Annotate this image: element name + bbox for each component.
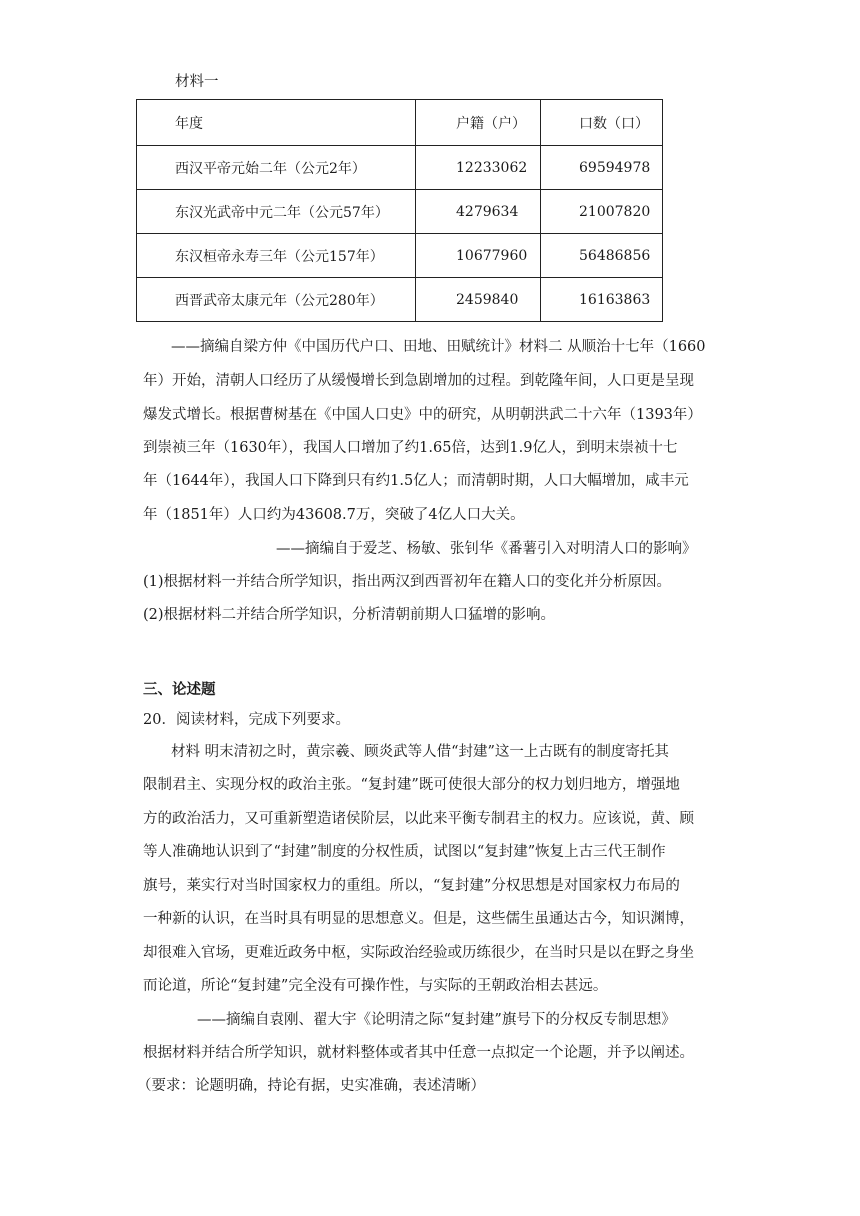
essay-material-line: 旗号，莱实行对当时国家权力的重组。所以，“复封建”分权思想是对国家权力布局的 <box>143 878 680 894</box>
essay-material-line: 等人准确地认识到了“封建”制度的分权性质，试图以“复封建”恢复上古三代王制作 <box>143 844 666 860</box>
table-cell-year: 西汉平帝元始二年（公元2年） <box>137 146 416 190</box>
question-20: 20．阅读材料，完成下列要求。 <box>143 712 350 728</box>
essay-requirement: （要求：论题明确，持论有据，史实准确，表述清晰） <box>137 1078 485 1094</box>
table-row <box>137 146 663 190</box>
essay-material-line: 一种新的认识，在当时具有明显的思想意义。但是，这些儒生虽通达古今，知识渊博， <box>143 911 694 927</box>
material-1-label: 材料一 <box>175 74 219 90</box>
section-title: 三、论述题 <box>143 681 216 698</box>
essay-material-line: 而论道，所论“复封建”完全没有可操作性，与实际的王朝政治相去甚远。 <box>143 978 608 994</box>
table-row <box>137 190 663 234</box>
header-households: 户籍（户） <box>416 100 541 146</box>
material-2-line: ——摘编自梁方仲《中国历代户口、田地、田赋统计》材料二 从顺治十七年（1660 <box>171 339 706 355</box>
table-cell-year: 西晋武帝太康元年（公元280年） <box>137 278 416 322</box>
material-2-line: 年（1644年），我国人口下降到只有约1.5亿人；而清朝时期，人口大幅增加，咸丰元 <box>143 473 689 489</box>
table-cell-population: 56486856 <box>541 234 663 278</box>
essay-task: 根据材料并结合所学知识，就材料整体或者其中任意一点拟定一个论题，并予以阐述。 <box>143 1045 694 1061</box>
table-cell-population: 69594978 <box>541 146 663 190</box>
material-2-line: 爆发式增长。根据曹树基在《中国人口史》中的研究，从明朝洪武二十六年（1393年） <box>143 407 702 423</box>
table-cell-population: 21007820 <box>541 190 663 234</box>
population-table <box>136 99 663 322</box>
material-2-line: 年）开始，清朝人口经历了从缓慢增长到急剧增加的过程。到乾隆年间，人口更是呈现 <box>143 373 694 389</box>
table-header-row <box>137 100 663 146</box>
essay-material-line: 方的政治活力，又可重新塑造诸侯阶层，以此来平衡专制君主的权力。应该说，黄、顾 <box>143 811 694 827</box>
header-year: 年度 <box>137 100 416 146</box>
material-2-line: 到崇祯三年（1630年），我国人口增加了约1.65倍，达到1.9亿人，到明末崇祯十七 <box>143 440 678 456</box>
question-1: (1)根据材料一并结合所学知识，指出两汉到西晋初年在籍人口的变化并分析原因。 <box>143 574 672 590</box>
table-row <box>137 234 663 278</box>
table-cell-households: 2459840 <box>416 278 541 322</box>
table-cell-households: 12233062 <box>416 146 541 190</box>
essay-material-source: ——摘编自袁刚、翟大宇《论明清之际“复封建”旗号下的分权反专制思想》 <box>197 1012 676 1028</box>
table-cell-year: 东汉光武帝中元二年（公元57年） <box>137 190 416 234</box>
table-cell-year: 东汉桓帝永寿三年（公元157年） <box>137 234 416 278</box>
header-population: 口数（口） <box>541 100 663 146</box>
table-cell-households: 4279634 <box>416 190 541 234</box>
table-cell-households: 10677960 <box>416 234 541 278</box>
essay-material-line: 限制君主、实现分权的政治主张。“复封建”既可使很大部分的权力划归地方，增强地 <box>143 777 680 793</box>
material-2-line: 年（1851年）人口约为43608.7万，突破了4亿人口大关。 <box>143 507 525 523</box>
essay-material-line: 材料 明末清初之时，黄宗羲、顾炎武等人借“封建”这一上古既有的制度寄托其 <box>171 744 669 760</box>
material-2-source: ——摘编自于爱芝、杨敏、张钊华《番薯引入对明清人口的影响》 <box>276 541 697 557</box>
essay-material-line: 却很难入官场，更难近政务中枢，实际政治经验或历练很少，在当时只是以在野之身坐 <box>143 945 694 961</box>
question-2: (2)根据材料二并结合所学知识，分析清朝前期人口猛增的影响。 <box>143 607 556 623</box>
table-row <box>137 278 663 322</box>
table-cell-population: 16163863 <box>541 278 663 322</box>
